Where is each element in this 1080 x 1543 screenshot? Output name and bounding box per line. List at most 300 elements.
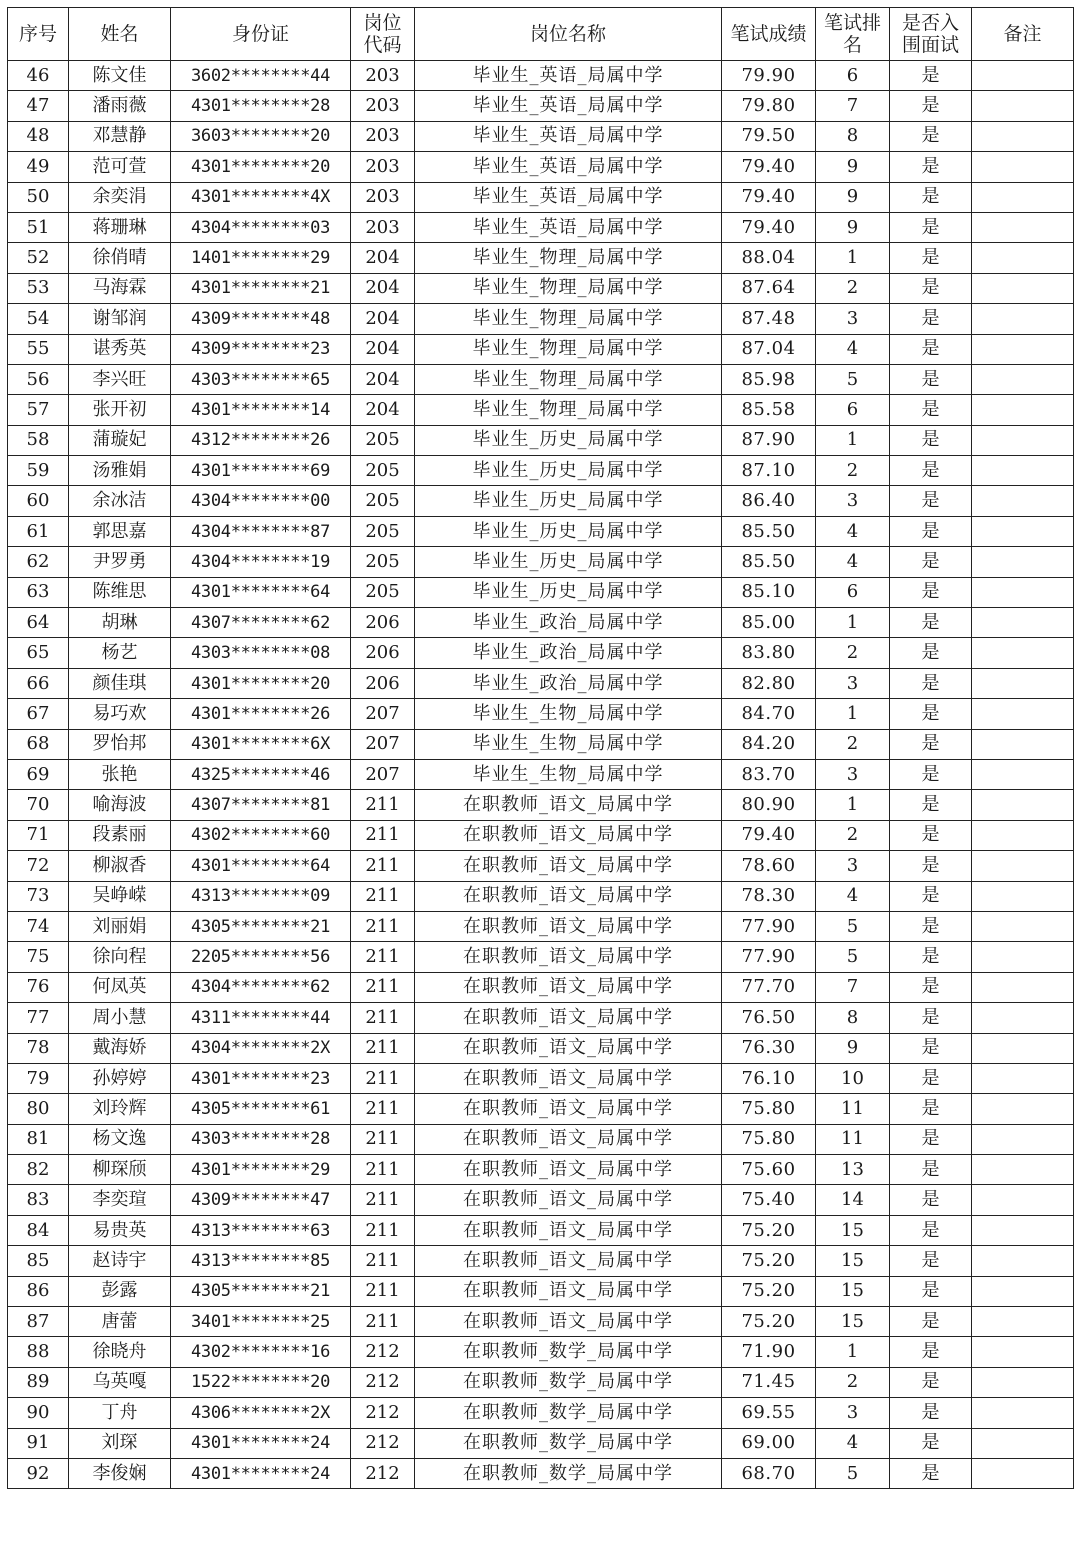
cell-id: 4301********4X [171,182,351,212]
cell-code: 211 [351,881,415,911]
cell-score: 71.45 [722,1367,816,1397]
cell-note [972,1458,1074,1488]
cell-interview: 是 [890,729,972,759]
cell-code: 211 [351,911,415,941]
cell-interview: 是 [890,881,972,911]
cell-id: 4301********64 [171,577,351,607]
cell-id: 4301********23 [171,1063,351,1093]
cell-rank: 1 [816,243,890,273]
cell-note [972,577,1074,607]
table-row [8,729,1074,759]
cell-note [972,304,1074,334]
cell-rank: 15 [816,1276,890,1306]
cell-code: 205 [351,577,415,607]
cell-interview: 是 [890,1458,972,1488]
cell-code: 212 [351,1458,415,1488]
table-row [8,942,1074,972]
table-row [8,972,1074,1002]
cell-score: 69.55 [722,1398,816,1428]
cell-note [972,486,1074,516]
cell-code: 206 [351,638,415,668]
cell-post: 在职教师_语文_局属中学 [415,1215,722,1245]
cell-score: 77.90 [722,911,816,941]
cell-post: 在职教师_数学_局属中学 [415,1398,722,1428]
cell-score: 75.80 [722,1124,816,1154]
cell-id: 4305********61 [171,1094,351,1124]
cell-id: 2205********56 [171,942,351,972]
cell-code: 212 [351,1428,415,1458]
cell-name: 陈维思 [69,577,171,607]
cell-post: 毕业生_物理_局属中学 [415,364,722,394]
cell-rank: 13 [816,1155,890,1185]
cell-name: 张开初 [69,395,171,425]
table-row [8,759,1074,789]
cell-seq: 67 [8,699,69,729]
cell-score: 87.48 [722,304,816,334]
cell-rank: 4 [816,1428,890,1458]
cell-id: 4304********00 [171,486,351,516]
cell-code: 204 [351,395,415,425]
cell-score: 75.20 [722,1276,816,1306]
cell-seq: 89 [8,1367,69,1397]
cell-interview: 是 [890,395,972,425]
table-row [8,486,1074,516]
cell-seq: 50 [8,182,69,212]
table-row [8,182,1074,212]
cell-code: 204 [351,304,415,334]
cell-note [972,972,1074,1002]
cell-note [972,1337,1074,1367]
cell-post: 毕业生_英语_局属中学 [415,182,722,212]
table-row [8,425,1074,455]
cell-id: 4301********28 [171,91,351,121]
cell-note [972,364,1074,394]
cell-post: 毕业生_英语_局属中学 [415,212,722,242]
cell-score: 86.40 [722,486,816,516]
cell-interview: 是 [890,1276,972,1306]
cell-note [972,820,1074,850]
cell-name: 周小慧 [69,1003,171,1033]
table-row [8,1276,1074,1306]
cell-code: 205 [351,425,415,455]
table-row [8,1458,1074,1488]
table-row [8,547,1074,577]
cell-code: 203 [351,182,415,212]
cell-note [972,668,1074,698]
cell-note [972,1398,1074,1428]
cell-seq: 60 [8,486,69,516]
cell-id: 4301********26 [171,699,351,729]
cell-interview: 是 [890,364,972,394]
cell-rank: 5 [816,942,890,972]
cell-note [972,121,1074,151]
cell-score: 80.90 [722,790,816,820]
cell-rank: 15 [816,1246,890,1276]
table-row [8,699,1074,729]
cell-id: 4307********81 [171,790,351,820]
cell-note [972,273,1074,303]
cell-seq: 54 [8,304,69,334]
cell-id: 4303********08 [171,638,351,668]
cell-id: 4304********03 [171,212,351,242]
cell-name: 易贵英 [69,1215,171,1245]
cell-score: 76.10 [722,1063,816,1093]
cell-id: 4304********19 [171,547,351,577]
cell-post: 毕业生_历史_局属中学 [415,577,722,607]
cell-note [972,516,1074,546]
cell-name: 徐向程 [69,942,171,972]
cell-score: 85.50 [722,547,816,577]
cell-score: 88.04 [722,243,816,273]
cell-code: 205 [351,456,415,486]
cell-note [972,243,1074,273]
cell-id: 4301********29 [171,1155,351,1185]
cell-rank: 9 [816,212,890,242]
cell-rank: 1 [816,790,890,820]
cell-score: 77.70 [722,972,816,1002]
cell-name: 刘玲辉 [69,1094,171,1124]
cell-note [972,1276,1074,1306]
cell-rank: 2 [816,820,890,850]
cell-code: 211 [351,1246,415,1276]
cell-rank: 10 [816,1063,890,1093]
cell-interview: 是 [890,1124,972,1154]
cell-code: 211 [351,1003,415,1033]
cell-id: 4307********62 [171,608,351,638]
cell-interview: 是 [890,1246,972,1276]
cell-id: 3603********20 [171,121,351,151]
cell-note [972,61,1074,91]
cell-post: 毕业生_生物_局属中学 [415,759,722,789]
cell-rank: 11 [816,1094,890,1124]
cell-interview: 是 [890,577,972,607]
cell-rank: 3 [816,304,890,334]
cell-code: 211 [351,1094,415,1124]
cell-post: 毕业生_生物_局属中学 [415,699,722,729]
cell-score: 77.90 [722,942,816,972]
cell-code: 211 [351,1033,415,1063]
table-row [8,1094,1074,1124]
cell-rank: 3 [816,486,890,516]
cell-interview: 是 [890,547,972,577]
table-row [8,1307,1074,1337]
cell-name: 赵诗宇 [69,1246,171,1276]
cell-note [972,699,1074,729]
cell-post: 毕业生_物理_局属中学 [415,273,722,303]
cell-name: 马海霖 [69,273,171,303]
cell-id: 4301********24 [171,1458,351,1488]
cell-interview: 是 [890,182,972,212]
header-seq: 序号 [8,8,69,61]
cell-interview: 是 [890,1428,972,1458]
cell-seq: 51 [8,212,69,242]
cell-note [972,1063,1074,1093]
cell-id: 4303********28 [171,1124,351,1154]
cell-post: 在职教师_语文_局属中学 [415,1063,722,1093]
cell-score: 87.10 [722,456,816,486]
cell-code: 203 [351,152,415,182]
cell-code: 204 [351,243,415,273]
cell-post: 毕业生_政治_局属中学 [415,608,722,638]
cell-seq: 88 [8,1337,69,1367]
cell-score: 79.40 [722,152,816,182]
cell-name: 吴峥嵘 [69,881,171,911]
table-row [8,608,1074,638]
cell-seq: 91 [8,1428,69,1458]
cell-interview: 是 [890,91,972,121]
cell-name: 李奕瑄 [69,1185,171,1215]
cell-post: 毕业生_历史_局属中学 [415,516,722,546]
cell-name: 段素丽 [69,820,171,850]
cell-id: 4312********26 [171,425,351,455]
cell-code: 206 [351,608,415,638]
cell-score: 75.80 [722,1094,816,1124]
cell-post: 在职教师_语文_局属中学 [415,790,722,820]
cell-post: 在职教师_数学_局属中学 [415,1428,722,1458]
cell-id: 3602********44 [171,61,351,91]
cell-code: 206 [351,668,415,698]
table-row [8,577,1074,607]
cell-note [972,1307,1074,1337]
cell-interview: 是 [890,243,972,273]
cell-rank: 6 [816,577,890,607]
cell-rank: 3 [816,1398,890,1428]
cell-id: 4302********60 [171,820,351,850]
cell-score: 75.60 [722,1155,816,1185]
cell-score: 75.20 [722,1307,816,1337]
cell-score: 79.40 [722,212,816,242]
cell-code: 211 [351,790,415,820]
cell-score: 87.04 [722,334,816,364]
cell-seq: 69 [8,759,69,789]
cell-rank: 3 [816,668,890,698]
cell-rank: 7 [816,91,890,121]
cell-name: 何凤英 [69,972,171,1002]
cell-seq: 85 [8,1246,69,1276]
cell-interview: 是 [890,911,972,941]
cell-seq: 72 [8,851,69,881]
cell-id: 4302********16 [171,1337,351,1367]
cell-note [972,608,1074,638]
cell-code: 205 [351,486,415,516]
cell-code: 211 [351,942,415,972]
cell-score: 78.30 [722,881,816,911]
table-row [8,212,1074,242]
cell-post: 毕业生_英语_局属中学 [415,61,722,91]
cell-post: 在职教师_语文_局属中学 [415,1246,722,1276]
cell-rank: 3 [816,851,890,881]
cell-name: 徐俏晴 [69,243,171,273]
cell-interview: 是 [890,516,972,546]
cell-name: 李俊娴 [69,1458,171,1488]
cell-post: 毕业生_历史_局属中学 [415,547,722,577]
cell-note [972,1155,1074,1185]
header-score: 笔试成绩 [722,8,816,61]
cell-seq: 75 [8,942,69,972]
cell-post: 毕业生_生物_局属中学 [415,729,722,759]
cell-seq: 86 [8,1276,69,1306]
cell-name: 陈文佳 [69,61,171,91]
cell-code: 204 [351,334,415,364]
header-id: 身份证 [171,8,351,61]
cell-note [972,729,1074,759]
cell-name: 潘雨薇 [69,91,171,121]
cell-id: 4305********21 [171,1276,351,1306]
table-row [8,1063,1074,1093]
cell-name: 易巧欢 [69,699,171,729]
cell-note [972,456,1074,486]
cell-post: 在职教师_语文_局属中学 [415,851,722,881]
cell-code: 211 [351,1063,415,1093]
table-row [8,820,1074,850]
cell-id: 4301********21 [171,273,351,303]
cell-interview: 是 [890,790,972,820]
cell-post: 毕业生_物理_局属中学 [415,243,722,273]
cell-id: 4306********2X [171,1398,351,1428]
cell-seq: 57 [8,395,69,425]
results-table [7,7,1074,1489]
cell-interview: 是 [890,759,972,789]
cell-seq: 87 [8,1307,69,1337]
cell-id: 4309********47 [171,1185,351,1215]
cell-code: 204 [351,273,415,303]
table-row [8,304,1074,334]
cell-score: 87.64 [722,273,816,303]
cell-rank: 1 [816,608,890,638]
cell-name: 李兴旺 [69,364,171,394]
cell-code: 211 [351,972,415,1002]
cell-rank: 4 [816,881,890,911]
cell-rank: 6 [816,61,890,91]
cell-id: 4309********23 [171,334,351,364]
table-row [8,61,1074,91]
cell-seq: 81 [8,1124,69,1154]
cell-code: 212 [351,1337,415,1367]
cell-seq: 76 [8,972,69,1002]
cell-name: 尹罗勇 [69,547,171,577]
cell-code: 211 [351,1276,415,1306]
cell-post: 毕业生_物理_局属中学 [415,304,722,334]
cell-code: 203 [351,91,415,121]
cell-rank: 2 [816,273,890,303]
cell-post: 在职教师_语文_局属中学 [415,1307,722,1337]
cell-name: 徐晓舟 [69,1337,171,1367]
cell-name: 范可萱 [69,152,171,182]
cell-note [972,1094,1074,1124]
cell-note [972,1246,1074,1276]
cell-id: 4311********44 [171,1003,351,1033]
cell-rank: 4 [816,334,890,364]
cell-rank: 1 [816,699,890,729]
cell-id: 4313********85 [171,1246,351,1276]
table-row [8,1155,1074,1185]
cell-post: 毕业生_英语_局属中学 [415,91,722,121]
cell-name: 彭露 [69,1276,171,1306]
cell-code: 212 [351,1367,415,1397]
cell-post: 在职教师_语文_局属中学 [415,1276,722,1306]
cell-code: 203 [351,212,415,242]
cell-name: 余奕涓 [69,182,171,212]
cell-score: 76.30 [722,1033,816,1063]
cell-note [972,1428,1074,1458]
cell-rank: 5 [816,911,890,941]
cell-code: 211 [351,820,415,850]
cell-seq: 74 [8,911,69,941]
cell-code: 205 [351,516,415,546]
cell-rank: 15 [816,1215,890,1245]
cell-id: 4301********20 [171,668,351,698]
cell-score: 76.50 [722,1003,816,1033]
cell-post: 在职教师_语文_局属中学 [415,1033,722,1063]
table-row [8,1033,1074,1063]
cell-score: 68.70 [722,1458,816,1488]
table-row [8,1003,1074,1033]
cell-note [972,425,1074,455]
cell-note [972,334,1074,364]
cell-note [972,547,1074,577]
cell-interview: 是 [890,304,972,334]
cell-post: 在职教师_数学_局属中学 [415,1337,722,1367]
cell-seq: 90 [8,1398,69,1428]
cell-code: 211 [351,1215,415,1245]
table-row [8,668,1074,698]
cell-id: 1522********20 [171,1367,351,1397]
cell-id: 4301********64 [171,851,351,881]
cell-name: 谢邹润 [69,304,171,334]
cell-post: 在职教师_语文_局属中学 [415,1155,722,1185]
cell-interview: 是 [890,608,972,638]
header-note: 备注 [972,8,1074,61]
cell-seq: 70 [8,790,69,820]
cell-rank: 6 [816,395,890,425]
cell-post: 毕业生_政治_局属中学 [415,638,722,668]
cell-score: 87.90 [722,425,816,455]
cell-post: 在职教师_语文_局属中学 [415,1094,722,1124]
cell-note [972,1367,1074,1397]
table-row [8,395,1074,425]
cell-score: 79.40 [722,820,816,850]
cell-name: 蒋珊琳 [69,212,171,242]
cell-interview: 是 [890,1003,972,1033]
cell-post: 在职教师_语文_局属中学 [415,1185,722,1215]
cell-name: 罗怡邦 [69,729,171,759]
cell-rank: 2 [816,638,890,668]
table-row [8,851,1074,881]
cell-interview: 是 [890,1094,972,1124]
cell-score: 82.80 [722,668,816,698]
cell-code: 207 [351,699,415,729]
cell-note [972,1003,1074,1033]
cell-rank: 1 [816,1337,890,1367]
cell-seq: 64 [8,608,69,638]
cell-id: 4305********21 [171,911,351,941]
cell-interview: 是 [890,1337,972,1367]
cell-code: 211 [351,1155,415,1185]
cell-score: 71.90 [722,1337,816,1367]
cell-interview: 是 [890,456,972,486]
cell-seq: 46 [8,61,69,91]
cell-code: 211 [351,851,415,881]
cell-post: 在职教师_语文_局属中学 [415,1003,722,1033]
cell-seq: 66 [8,668,69,698]
table-row [8,1215,1074,1245]
cell-name: 杨文逸 [69,1124,171,1154]
cell-score: 85.50 [722,516,816,546]
header-code: 岗位代码 [351,8,415,61]
cell-interview: 是 [890,638,972,668]
cell-seq: 71 [8,820,69,850]
cell-seq: 48 [8,121,69,151]
